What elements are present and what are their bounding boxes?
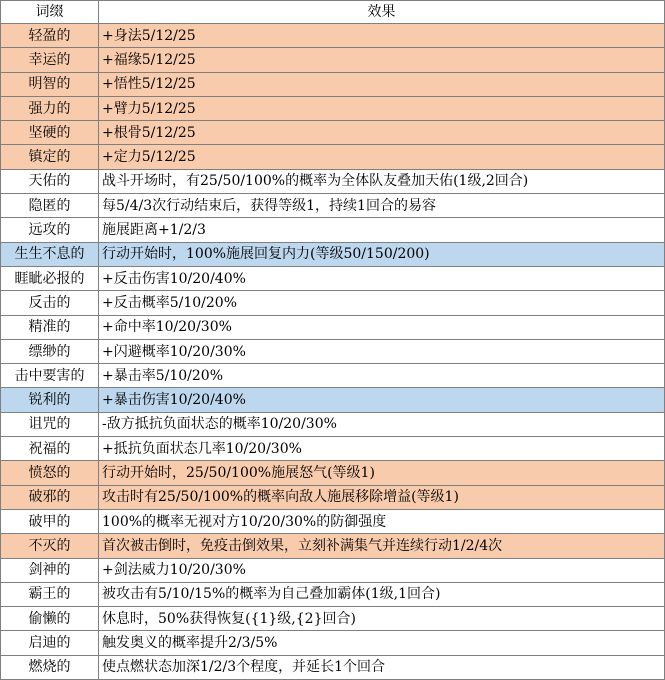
table-row [1, 218, 665, 242]
affix-name-cell: 剑神的 [1, 558, 99, 582]
affix-name-cell: 击中要害的 [1, 364, 99, 388]
table-row [1, 121, 665, 145]
header-effect: 效果 [99, 1, 665, 24]
affix-effect-cell: +命中率10/20/30% [99, 315, 665, 339]
affix-effect-cell: -敌方抵抗负面状态的概率10/20/30% [99, 412, 665, 436]
affix-name-cell: 镇定的 [1, 145, 99, 169]
affix-effect-cell: +悟性5/12/25 [99, 72, 665, 96]
table-body [1, 24, 665, 680]
affix-effect-cell: +反击概率5/10/20% [99, 291, 665, 315]
affix-name-cell: 明智的 [1, 72, 99, 96]
affix-name-cell: 缥缈的 [1, 339, 99, 363]
table-row [1, 388, 665, 412]
affix-name-cell: 燃烧的 [1, 655, 99, 679]
table-row [1, 631, 665, 655]
affix-name-cell: 破邪的 [1, 485, 99, 509]
affix-effect-cell: +身法5/12/25 [99, 24, 665, 48]
affix-name-cell: 幸运的 [1, 48, 99, 72]
affix-effect-cell: +抵抗负面状态几率10/20/30% [99, 437, 665, 461]
table-row [1, 242, 665, 266]
table-row [1, 655, 665, 679]
table-row [1, 509, 665, 533]
affix-name-cell: 生生不息的 [1, 242, 99, 266]
header-row [1, 1, 665, 24]
affix-name-cell: 启迪的 [1, 631, 99, 655]
table-row [1, 291, 665, 315]
affix-effect-cell: +定力5/12/25 [99, 145, 665, 169]
affix-effect-cell: 首次被击倒时，免疫击倒效果，立刻补满集气并连续行动1/2/4次 [99, 534, 665, 558]
affix-effect-cell: 触发奥义的概率提升2/3/5% [99, 631, 665, 655]
affix-effect-cell: +暴击伤害10/20/40% [99, 388, 665, 412]
affix-effect-cell: 战斗开场时，有25/50/100%的概率为全体队友叠加天佑(1级,2回合) [99, 169, 665, 193]
affix-effect-cell: +剑法威力10/20/30% [99, 558, 665, 582]
table-row [1, 266, 665, 290]
affix-effect-cell: 施展距离+1/2/3 [99, 218, 665, 242]
affix-name-cell: 精准的 [1, 315, 99, 339]
table-row [1, 145, 665, 169]
table-row [1, 72, 665, 96]
affix-effect-cell: 使点燃状态加深1/2/3个程度，并延长1个回合 [99, 655, 665, 679]
affix-effect-cell: +福缘5/12/25 [99, 48, 665, 72]
affix-name-cell: 诅咒的 [1, 412, 99, 436]
table-row [1, 364, 665, 388]
affix-name-cell: 反击的 [1, 291, 99, 315]
table-row [1, 412, 665, 436]
table-row [1, 582, 665, 606]
affix-effect-cell: +反击伤害10/20/40% [99, 266, 665, 290]
affix-name-cell: 偷懒的 [1, 607, 99, 631]
affix-effect-cell: 被攻击有5/10/15%的概率为自己叠加霸体(1级,1回合) [99, 582, 665, 606]
table-row [1, 461, 665, 485]
affix-effect-cell: 行动开始时，25/50/100%施展怒气(等级1) [99, 461, 665, 485]
affix-name-cell: 锐利的 [1, 388, 99, 412]
table-row [1, 48, 665, 72]
affix-name-cell: 强力的 [1, 96, 99, 120]
table-row [1, 485, 665, 509]
affix-name-cell: 霸王的 [1, 582, 99, 606]
table-row [1, 437, 665, 461]
table-row [1, 194, 665, 218]
affix-name-cell: 隐匿的 [1, 194, 99, 218]
affix-name-cell: 睚眦必报的 [1, 266, 99, 290]
table-row [1, 534, 665, 558]
table-row [1, 607, 665, 631]
table-row [1, 169, 665, 193]
affix-effect-cell: +暴击率5/10/20% [99, 364, 665, 388]
affix-name-cell: 远攻的 [1, 218, 99, 242]
affix-effect-cell: 每5/4/3次行动结束后，获得等级1，持续1回合的易容 [99, 194, 665, 218]
affix-name-cell: 轻盈的 [1, 24, 99, 48]
affix-effect-cell: 休息时，50%获得恢复({1}级,{2}回合) [99, 607, 665, 631]
affix-effect-cell: +臂力5/12/25 [99, 96, 665, 120]
table-row [1, 96, 665, 120]
affix-effect-cell: 100%的概率无视对方10/20/30%的防御强度 [99, 509, 665, 533]
table-row [1, 558, 665, 582]
header-name: 词缀 [1, 1, 99, 24]
affix-effect-cell: +根骨5/12/25 [99, 121, 665, 145]
affix-name-cell: 破甲的 [1, 509, 99, 533]
affix-name-cell: 坚硬的 [1, 121, 99, 145]
table-row [1, 24, 665, 48]
table-row [1, 339, 665, 363]
affix-effect-cell: 行动开始时，100%施展回复内力(等级50/150/200) [99, 242, 665, 266]
affix-name-cell: 天佑的 [1, 169, 99, 193]
affix-effect-cell: +闪避概率10/20/30% [99, 339, 665, 363]
affix-name-cell: 愤怒的 [1, 461, 99, 485]
affix-name-cell: 祝福的 [1, 437, 99, 461]
affix-name-cell: 不灭的 [1, 534, 99, 558]
table-row [1, 315, 665, 339]
affix-effect-cell: 攻击时有25/50/100%的概率向敌人施展移除增益(等级1) [99, 485, 665, 509]
